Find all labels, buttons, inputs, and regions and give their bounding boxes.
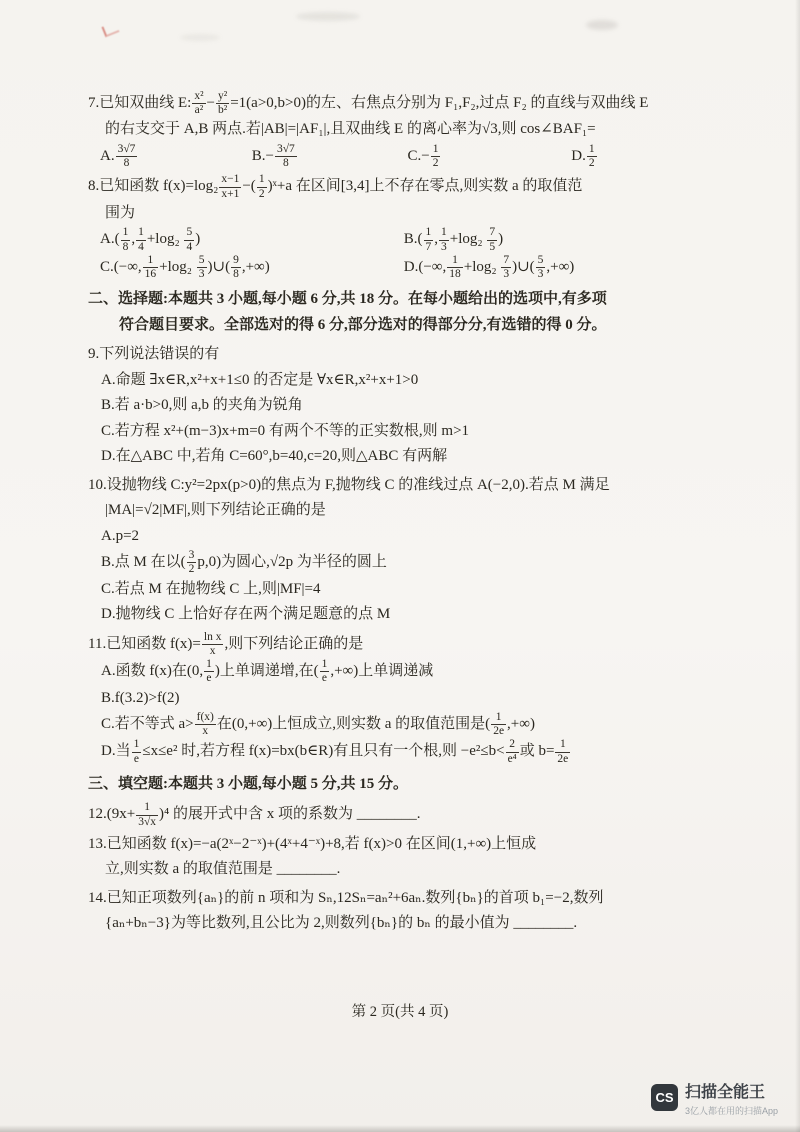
scan-edge-shadow	[0, 1125, 800, 1132]
scan-edge-shadow	[795, 0, 800, 1132]
section-3-header	[88, 772, 720, 798]
fraction: $\frac{1}{2}$	[588, 142, 595, 170]
scanner-app-tagline: 3亿人都在用的扫描App	[684, 1106, 778, 1117]
fraction: $\frac{3√7}{8}$	[117, 142, 136, 170]
question-13-stem-line-2: 立,则实数 a 的取值范围是 ________.	[105, 861, 341, 878]
question-9-option-b: B.若 a·b>0,则 a,b 的夹角为锐角	[101, 397, 303, 414]
question-13-stem-line-1: 13.已知函数 f(x)=−a(2ˣ−2⁻ˣ)+(4ˣ+4⁻ˣ)+8,若 f(x)>0 在区间(1,+∞)上恒成	[88, 835, 537, 852]
question-8-stem-line-2: 围为	[105, 204, 136, 221]
fraction: $\frac{1}{18}$	[449, 253, 461, 280]
question-9	[88, 342, 720, 470]
fraction: $\frac{1}{16}$	[144, 253, 157, 280]
question-8	[88, 173, 720, 281]
section-2-header-line-2: 符合题目要求。全部选对的得 6 分,部分选对的得部分分,有选错的得 0 分。	[119, 316, 607, 333]
question-9-stem: 9.下列说法错误的有	[88, 346, 220, 363]
fraction: $\frac{f(x)}{x}$	[196, 711, 214, 738]
question-8-option-a: A.( $\frac{1}{8}$ , $\frac{1}{4}$ +log₂ $\frac{5}{4}$ )	[100, 226, 201, 253]
scan-smudge	[586, 20, 618, 30]
question-8-option-b: B.( $\frac{1}{7}$ , $\frac{1}{3}$ +log₂ $\frac{7}{5}$ )	[403, 226, 504, 253]
fraction: $\frac{7}{3}$	[503, 253, 510, 280]
scanner-logo-icon	[651, 1084, 678, 1111]
question-11-option-b: B.f(3.2)>f(2)	[101, 689, 180, 706]
question-10	[88, 473, 720, 628]
question-12	[88, 801, 720, 828]
fraction: $\frac{1}{e}$	[206, 658, 212, 685]
question-7-options	[88, 143, 720, 170]
question-8-stem-line-1: 8.已知函数 f(x)=log₂ $\frac{x-1}{x+1}$ −( $\frac{1}{2}$ )ˣ+a 在区间[3,4]上不存在零点,则实数 a 的取值范	[88, 173, 583, 200]
fraction: $\frac{1}{8}$	[122, 226, 129, 253]
section-3-header-line-1: 三、填空题:本题共 3 小题,每小题 5 分,共 15 分。	[88, 775, 408, 792]
fraction: $\frac{9}{8}$	[233, 253, 239, 280]
fraction: $\frac{5}{4}$	[186, 226, 193, 253]
fraction: $\frac{x-1}{x+1}$	[221, 173, 240, 200]
question-8-option-c: C.(−∞, $\frac{1}{16}$ +log₂ $\frac{5}{3}$ )∪( $\frac{9}{8}$ ,+∞)	[100, 253, 270, 280]
question-7	[88, 90, 720, 170]
exam-content	[88, 90, 720, 940]
question-8-options-row-1	[88, 226, 720, 253]
fraction: $\frac{3√7}{8}$	[276, 142, 295, 170]
question-10-option-b: B.点 M 在以( $\frac{3}{2}$ p,0)为圆心,√2p 为半径的圆上	[101, 549, 387, 576]
question-9-option-c: C.若方程 x²+(m−3)x+m=0 有两个不等的正实数根,则 m>1	[101, 422, 470, 439]
fraction: $\frac{1}{2}$	[258, 173, 265, 200]
question-11	[88, 631, 720, 766]
question-12-stem: 12.(9x+ $\frac{1}{3√x}$ )⁴ 的展开式中含 x 项的系数为 ________.	[88, 801, 421, 828]
question-10-option-d: D.抛物线 C 上恰好存在两个满足题意的点 M	[101, 606, 391, 623]
fraction: $\frac{3}{2}$	[188, 549, 195, 576]
question-7-stem-line-2: 的右支交于 A,B 两点.若|AB|=|AF₁|,且双曲线 E 的离心率为√3,则 cos∠BAF₁=	[105, 121, 596, 138]
scanner-app-name: 扫描全能王	[684, 1084, 765, 1101]
fraction: $\frac{2}{\text{e⁴}}$	[507, 738, 517, 765]
question-11-option-d: D.当 $\frac{1}{e}$ ≤x≤e² 时,若方程 f(x)=bx(b∈R)有且只有一个根,则 −e²≤b< $\frac{2}{\text{e⁴}}$ 或 b= $\frac{1}{2e}$	[101, 738, 569, 765]
question-7-option-b: B.− $\frac{3√7}{8}$	[251, 142, 295, 170]
question-11-option-a: A.函数 f(x)在(0, $\frac{1}{e}$ )上单调递增,在( $\frac{1}{e}$ ,+∞)上单调递减	[101, 658, 434, 685]
question-10-stem-line-2: |MA|=√2|MF|,则下列结论正确的是	[105, 502, 326, 519]
scanner-watermark-text	[685, 1084, 778, 1117]
fraction: $\frac{1}{3}$	[441, 226, 447, 253]
red-pen-mark	[101, 22, 119, 38]
fraction: $\frac{\text{ln x}}{x}$	[203, 630, 222, 657]
question-10-stem-line-1: 10.设抛物线 C:y²=2px(p>0)的焦点为 F,抛物线 C 的准线过点 A(−2,0).若点 M 满足	[88, 476, 610, 493]
question-7-stem-line-1: 7.已知双曲线 E: $\frac{\text{x²}}{\text{a²}}$ − $\frac{\text{y²}}{\text{b²}}$ =1(a>0,b>0)的左、右焦点分别为 F₁,F₂,过点 F₂ 的直线与双曲线 E	[88, 90, 649, 117]
question-7-option-a: A. $\frac{3√7}{8}$	[100, 142, 136, 170]
question-7-option-c: C.− $\frac{1}{2}$	[407, 142, 439, 170]
question-9-option-d: D.在△ABC 中,若角 C=60°,b=40,c=20,则△ABC 有两解	[101, 448, 448, 465]
question-8-option-d: D.(−∞, $\frac{1}{18}$ +log₂ $\frac{7}{3}$ )∪( $\frac{5}{3}$ ,+∞)	[403, 253, 575, 280]
question-7-option-d: D. $\frac{1}{2}$	[571, 142, 595, 170]
question-11-stem: 11.已知函数 f(x)= $\frac{\text{ln x}}{x}$ ,则下列结论正确的是	[88, 630, 364, 657]
fraction: $\frac{1}{7}$	[425, 226, 432, 253]
scanner-watermark	[651, 1084, 778, 1117]
question-10-option-c: C.若点 M 在抛物线 C 上,则|MF|=4	[101, 580, 321, 597]
fraction: $\frac{5}{3}$	[198, 253, 205, 280]
fraction: $\frac{1}{4}$	[138, 226, 144, 253]
question-13	[88, 832, 720, 883]
question-14-stem-line-2: {aₙ+bₙ−3}为等比数列,且公比为 2,则数列{bₙ}的 bₙ 的最小值为 ________.	[105, 915, 578, 932]
fraction: $\frac{7}{5}$	[489, 226, 496, 253]
fraction: $\frac{1}{2}$	[432, 142, 439, 170]
page-number: 第 2 页(共 4 页)	[351, 1004, 449, 1020]
question-14	[88, 886, 720, 937]
question-10-option-a: A.p=2	[101, 527, 140, 544]
fraction: $\frac{1}{2e}$	[557, 738, 569, 765]
scan-smudge	[180, 34, 220, 41]
fraction: $\frac{1}{3√x}$	[138, 801, 157, 828]
fraction: $\frac{1}{2e}$	[493, 711, 505, 738]
question-11-option-c: C.若不等式 a> $\frac{f(x)}{x}$ 在(0,+∞)上恒成立,则实数 a 的取值范围是( $\frac{1}{2e}$ ,+∞)	[101, 711, 535, 738]
fraction: $\frac{1}{e}$	[133, 738, 140, 765]
section-2-header-line-1: 二、选择题:本题共 3 小题,每小题 6 分,共 18 分。在每小题给出的选项中,有多项	[88, 291, 607, 308]
question-8-options-row-2	[88, 254, 720, 281]
question-14-stem-line-1: 14.已知正项数列{aₙ}的前 n 项和为 Sₙ,12Sₙ=aₙ²+6aₙ.数列{bₙ}的首项 b₁=−2,数列	[88, 889, 604, 906]
scanner-logo-text: CS	[655, 1090, 674, 1105]
fraction: $\frac{\text{y²}}{\text{b²}}$	[218, 90, 228, 117]
scan-smudge	[296, 12, 360, 21]
fraction: $\frac{1}{e}$	[321, 658, 328, 685]
question-9-option-a: A.命题 ∃x∈R,x²+x+1≤0 的否定是 ∀x∈R,x²+x+1>0	[101, 371, 419, 388]
fraction: $\frac{5}{3}$	[537, 253, 544, 280]
fraction: $\frac{\text{x²}}{\text{a²}}$	[194, 90, 204, 117]
section-2-header	[88, 287, 720, 338]
